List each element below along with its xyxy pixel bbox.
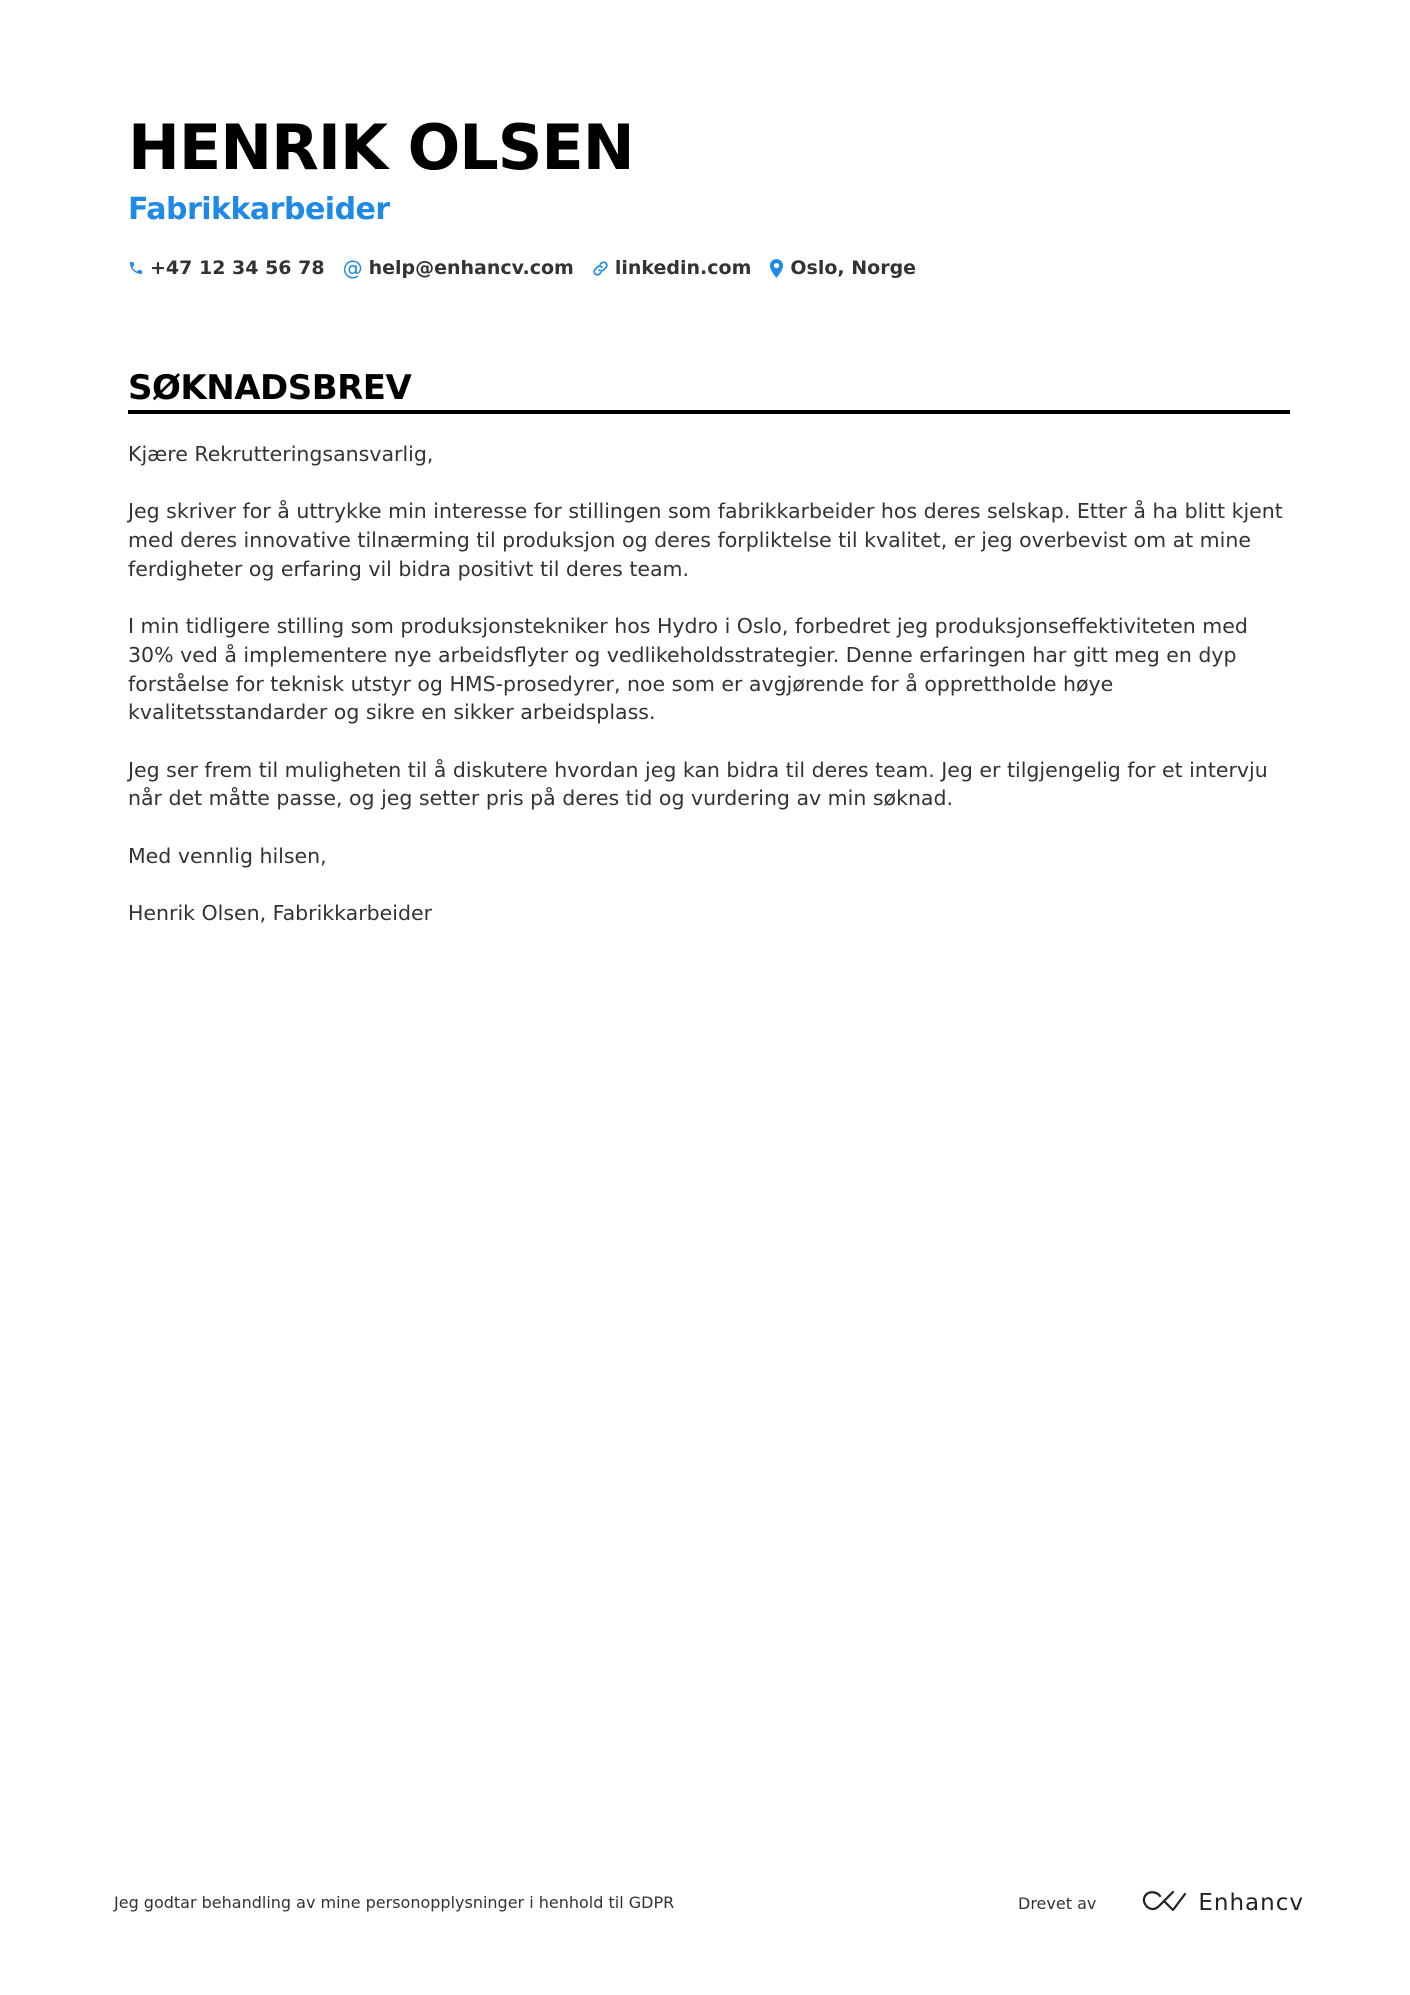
phone-icon [128, 260, 144, 276]
enhancv-brand[interactable] [1140, 1888, 1304, 1918]
contact-linkedin[interactable] [592, 253, 752, 283]
letter-closing: Med vennlig hilsen, [128, 843, 327, 868]
section-divider [128, 410, 1290, 414]
applicant-name: HENRIK OLSEN [128, 111, 634, 184]
letter-greeting: Kjære Rekrutteringsansvarlig, [128, 442, 434, 466]
brand-name: Enhancv [1198, 1890, 1304, 1916]
letter-paragraph: I min tidligere stilling som produksjonstekniker hos Hydro i Oslo, forbedret jeg produksjonseffektiviteten med 30% ved å implementere nye arbeidsflyter og vedlikeholdsstrategier. Denne erfaringen har gitt meg en dyp forståelse for teknisk utstyr og HMS-prosedyrer, noe som er avgjørende for å opprettholde høye kvalitetsstandarder og sikre en sikker arbeidsplass. [128, 614, 1248, 725]
link-icon [592, 260, 609, 277]
contact-phone[interactable] [128, 253, 325, 283]
job-title: Fabrikkarbeider [128, 192, 390, 227]
letter-paragraph: Jeg ser frem til muligheten til å diskutere hvordan jeg kan bidra til deres team. Jeg er tilgjengelig for et intervju når det måtte passe, og jeg setter pris på deres tid og vurdering av min søknad. [128, 757, 1268, 811]
contact-email-text: help@enhancv.com [368, 257, 574, 279]
letter-signature: Henrik Olsen, Fabrikkarbeider [128, 901, 433, 926]
enhancv-logo-icon [1140, 1888, 1188, 1918]
location-pin-icon [769, 259, 784, 278]
at-icon: @ [342, 256, 363, 280]
contact-linkedin-text: linkedin.com [614, 257, 752, 279]
powered-by[interactable] [1018, 1888, 1304, 1918]
letter-body [128, 440, 1293, 957]
contact-bar [128, 253, 916, 283]
gdpr-consent: Jeg godtar behandling av mine personopplysninger i henhold til GDPR [114, 1893, 675, 1912]
contact-email[interactable] [343, 253, 574, 283]
contact-phone-text: +47 12 34 56 78 [150, 257, 325, 279]
powered-by-label: Drevet av [1018, 1893, 1097, 1913]
contact-location-text: Oslo, Norge [790, 257, 917, 279]
section-title: SØKNADSBREV [128, 368, 412, 408]
contact-location [769, 253, 916, 283]
letter-paragraph: Jeg skriver for å uttrykke min interesse for stillingen som fabrikkarbeider hos deres selskap. Etter å ha blitt kjent med deres innovative tilnærming til produksjon og deres forpliktelse til kvalitet, er jeg overbevist om at mine ferdigheter og erfaring vil bidra positivt til deres team. [128, 499, 1283, 581]
